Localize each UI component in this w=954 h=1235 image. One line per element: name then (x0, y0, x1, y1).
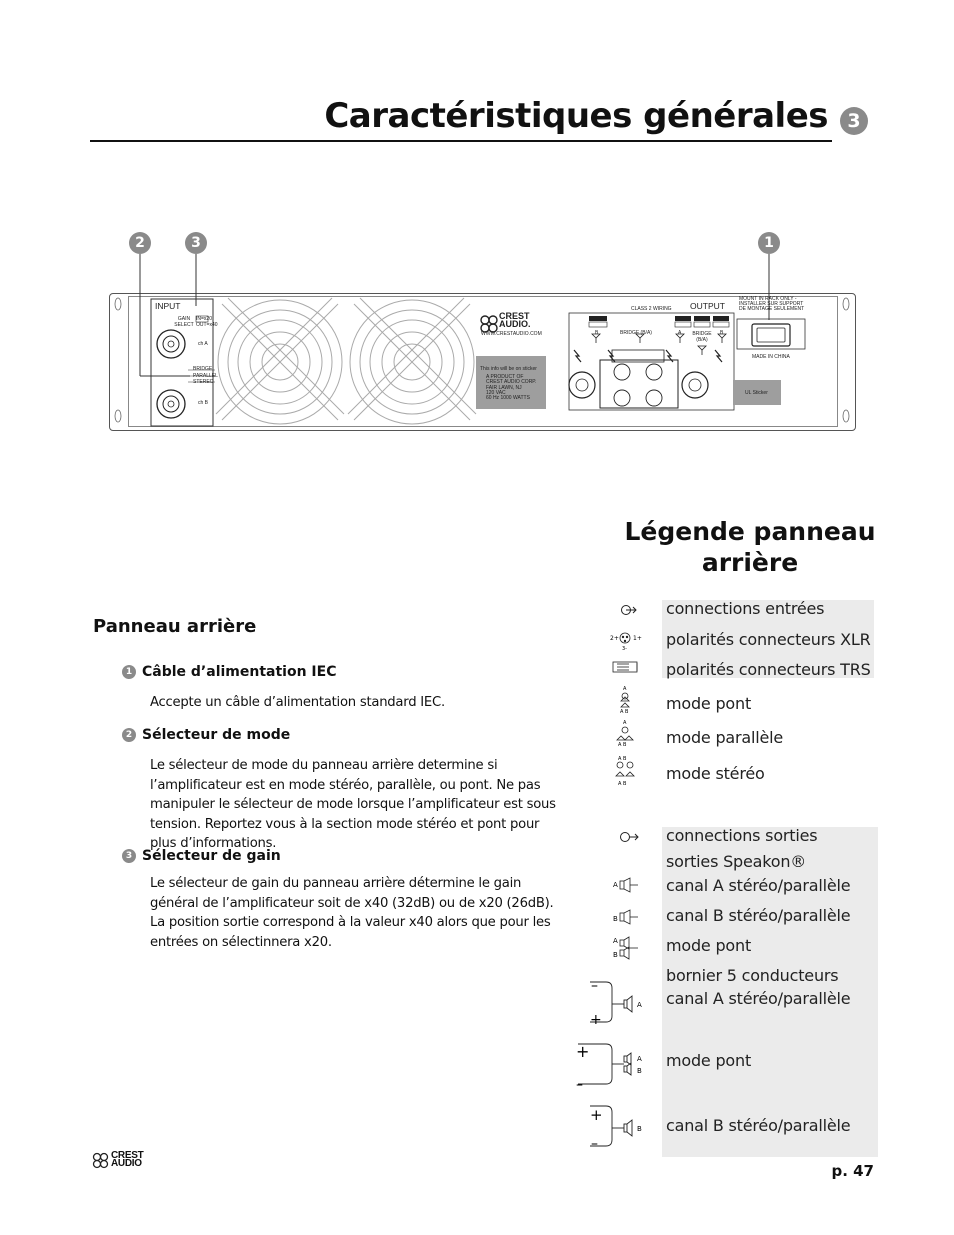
sticker-line-5: 60 Hz 1000 WATTS (486, 395, 530, 401)
output-b-label-right: B (720, 330, 724, 336)
mode-bridge-label: BRIDGE (193, 366, 213, 372)
parallel-mode-icon (617, 727, 633, 740)
svg-text:B: B (637, 1125, 642, 1133)
callout-3: 3 (185, 232, 207, 254)
bridge-mode-icon (621, 693, 629, 707)
legend-icons (576, 595, 662, 1160)
panel-brand-line2: AUDIO. (499, 319, 531, 329)
xlr-polarity-icon (620, 633, 630, 643)
svg-text:A B: A B (620, 709, 629, 715)
legend-speakon-a: canal A stéréo/parallèle (666, 876, 851, 895)
svg-text:A: A (637, 1001, 642, 1009)
svg-text:1+: 1+ (633, 635, 642, 642)
legend-xlr-polarity: polarités connecteurs XLR (666, 630, 871, 649)
item-1-heading (122, 664, 336, 680)
legend-binding-post-a: canal A stéréo/parallèle (666, 989, 851, 1008)
svg-text:A: A (613, 881, 618, 889)
svg-text:2+: 2+ (610, 635, 619, 642)
output-connection-icon (621, 833, 639, 842)
mode-parallel-label: PARALLEL (193, 373, 218, 379)
svg-text:A: A (623, 686, 627, 692)
footer-logo (92, 1152, 162, 1170)
svg-text:A B: A B (618, 781, 627, 787)
legend-speakon-b: canal B stéréo/parallèle (666, 906, 851, 925)
gain-values-label: IN=x20 OUT=x40 (196, 316, 218, 328)
item-1-body: Accepte un câble d’alimentation standard IEC. (150, 695, 445, 710)
svg-text:B: B (637, 1067, 642, 1075)
legend-speakon-bridge: mode pont (666, 936, 752, 955)
ul-sticker-label: UL Sticker (745, 390, 768, 396)
class2-wiring-label: CLASS 2 WIRING (631, 306, 672, 312)
svg-text:3-: 3- (622, 646, 627, 652)
svg-text:–: – (591, 1136, 598, 1152)
sticker-line-4: 120 VAC (486, 390, 506, 396)
rear-panel-drawing (0, 0, 954, 470)
sticker-note: This info will be on sticker (480, 366, 537, 372)
item-3-number: 3 (122, 849, 136, 863)
footer-logo-line2: AUDIO (111, 1158, 142, 1169)
svg-text:B: B (613, 915, 618, 923)
item-3-heading-text: Sélecteur de gain (142, 848, 281, 864)
svg-text:–: – (576, 1077, 583, 1093)
item-3-heading (122, 848, 281, 864)
item-2-number: 2 (122, 728, 136, 742)
mount-note: MOUNT IN RACK ONLY - INSTALLER SUR SUPPORT DE MONTAGE SEULEMENT (739, 296, 805, 312)
item-2-heading (122, 727, 290, 743)
item-1-number: 1 (122, 665, 136, 679)
panel-brand-line1: CREST (499, 311, 530, 321)
sticker-line-3: FAIR LAWN, NJ (486, 385, 522, 391)
svg-text:A B: A B (618, 742, 627, 748)
bridge-ba-label: BRIDGE (B/A) (620, 330, 652, 336)
output-label: OUTPUT (690, 301, 725, 311)
legend-input-connections: connections entrées (666, 599, 825, 618)
svg-text:B: B (613, 951, 618, 959)
legend-parallel-mode: mode parallèle (666, 728, 784, 747)
footer-logo-line1: CREST (111, 1150, 144, 1161)
legend-binding-post-bridge: mode pont (666, 1051, 752, 1070)
input-connection-icon (622, 606, 637, 615)
input-label: INPUT (155, 301, 181, 311)
callout-1: 1 (758, 232, 780, 254)
speakon-a-icon (620, 878, 638, 892)
svg-text:+: + (590, 1012, 602, 1028)
callout-2: 2 (129, 232, 151, 254)
stereo-mode-icon (616, 762, 634, 776)
page-number: p. 47 (831, 1162, 874, 1180)
legend-trs-polarity: polarités connecteurs TRS (666, 660, 871, 679)
legend-speakon-outputs: sorties Speakon® (666, 852, 807, 871)
trs-polarity-icon (613, 662, 637, 672)
svg-text:+: + (576, 1042, 590, 1061)
svg-text:A: A (637, 1055, 642, 1063)
legend-stereo-mode: mode stéréo (666, 764, 765, 783)
item-2-heading-text: Sélecteur de mode (142, 727, 291, 743)
mode-stereo-label: STEREO (193, 379, 214, 385)
item-1-heading-text: Câble d’alimentation IEC (142, 664, 337, 680)
sticker-line-2: CREST AUDIO CORP. (486, 379, 537, 385)
svg-text:+: + (590, 1106, 603, 1124)
bridge-ba-label-right: BRIDGE (B/A) (692, 331, 712, 343)
channel-a-label: ch A (198, 341, 208, 347)
item-3-body: Le sélecteur de gain du panneau arrière détermine le gain général de l’amplificateur soit de x40 (32dB) ou de x20 (26dB). La position sortie correspond à la valeur x40 alors que pour les entrées on sélectinnera x20. (150, 876, 554, 950)
chapter-number: 3 (840, 107, 868, 135)
section-title: Panneau arrière (93, 616, 257, 637)
svg-text:A B: A B (618, 756, 627, 762)
speakon-b-icon (620, 910, 638, 924)
speakon-bridge-icon (620, 937, 638, 959)
legend-binding-post-b: canal B stéréo/parallèle (666, 1116, 851, 1135)
made-in-label: MADE IN CHINA (752, 354, 790, 360)
legend-output-connections: connections sorties (666, 826, 818, 845)
sticker-line-1: A PRODUCT OF (486, 374, 524, 380)
svg-text:–: – (591, 978, 598, 994)
output-b-label: B (595, 330, 599, 336)
legend-binding-post: bornier 5 conducteurs (666, 966, 839, 985)
svg-text:A: A (613, 937, 618, 945)
svg-text:A: A (623, 720, 627, 726)
legend-bridge-mode: mode pont (666, 694, 752, 713)
item-2-body: Le sélecteur de mode du panneau arrière determine si l’amplificateur est en mode stéréo, parallèle, ou pont. Ne pas manipuler le sélecteur de mode lorsque l’amplificateur est sous tension. Reportez vous à la section mode stéréo et pont pour plus d’informations. (150, 758, 556, 852)
gain-select-label: GAIN SELECT (174, 316, 194, 328)
channel-b-label: ch B (198, 400, 209, 406)
page-title: Caractéristiques générales (324, 96, 828, 136)
output-a-label: A (678, 330, 682, 336)
legend-title: Légende panneau arrière (624, 517, 876, 577)
panel-website: WWW.CRESTAUDIO.COM (481, 331, 542, 337)
